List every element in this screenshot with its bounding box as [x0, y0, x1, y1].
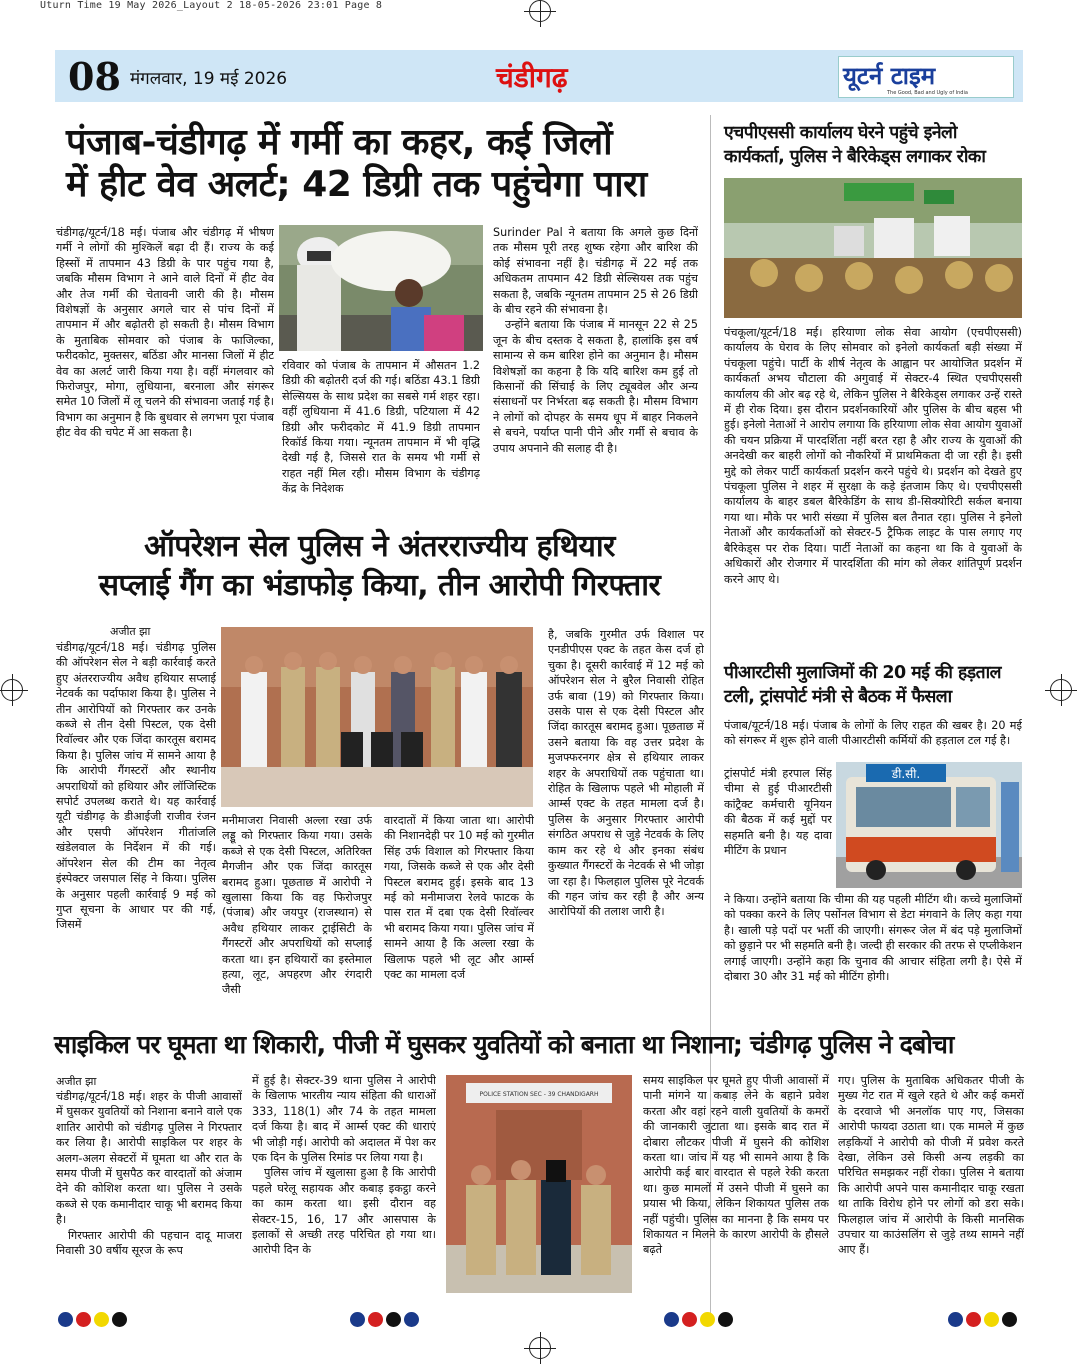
section-title: चंडीगढ़ [496, 61, 568, 94]
headline-heat-wave [66, 122, 706, 207]
issue-date: मंगलवार, 19 मई 2026 [130, 69, 288, 89]
paragraph: पुलिस जांच में खुलासा हुआ है कि आरोपी पहले घरेलू सहायक और कबाड़ इकट्ठा करने का काम करता था। इसी दौरान वह सेक्टर-15, 16, 17 और आसपास के इलाकों से अच्छी तरह परिचित हो गया था। आरोपी दिन के [252, 1166, 436, 1257]
paragraph: समय साइकिल पर घूमते हुए पीजी आवासों में पानी मांगने या कबाड़ लेने के बहाने प्रवेश करता और वहां रहने वाली युवतियों के कमरों की जानकारी जुटाता था। इसके बाद रात में दोबारा लौटकर पीजी में घुसने की कोशिश करता था। जांच में यह भी सामने आया है कि आरोपी कई बार वारदात से पहले रेकी करता था। कुछ मामलों में उसने पीजी में घुसने का प्रयास भी किया, लेकिन शिकायत पुलिस तक नहीं पहुंची। पुलिस का मानना है कि समय पर शिकायत न मिलने के कारण आरोपी के हौसले बढ़ते [643, 1074, 829, 1257]
headline-line-2: में हीट वेव अलर्ट; 42 डिग्री तक पहुंचेगा पारा [66, 164, 647, 206]
paragraph: में हुई है। सेक्टर-39 थाना पुलिस ने आरोपी के खिलाफ भारतीय न्याय संहिता की धाराओं 333, 118(1) और 74 के तहत मामला दर्ज किया है। बाद में आर्म्स एक्ट की धाराएं भी जोड़ी गई। आरोपी को अदालत में पेश कर एक दिन के पुलिस रिमांड पर लिया गया है। [252, 1074, 436, 1165]
photo-prtc-bus [836, 762, 1022, 888]
paragraph: गिरफ्तार आरोपी की पहचान दादू माजरा निवासी 30 वर्षीय सूरज के रूप [56, 1228, 242, 1258]
color-bar-mid-right [664, 1312, 736, 1328]
color-dot [1002, 1312, 1017, 1327]
byline: अजीत झा [110, 625, 151, 638]
headline-line-1: पंजाब-चंडीगढ़ में गर्मी का कहर, कई जिलों [66, 122, 613, 163]
color-dot [112, 1312, 127, 1327]
headline-line-2: सप्लाई गैंग का भंडाफोड़ किया, तीन आरोपी गिरफ्तार [98, 568, 661, 603]
arms-article-col-4 [548, 627, 704, 1022]
arms-article-col-1 [56, 640, 216, 1020]
paragraph: ने किया। उन्होंने बताया कि चीमा की यह पहली मीटिंग थी। कच्चे मुलाजिमों को पक्का करने के लिए पर्सोनल विभाग से डेटा मंगवाने के लिए कहा गया है। खाली पड़े पदों पर भर्ती की जाएगी। संगरूर जेल में बंद पड़े मुलाजिमों को छुड़ाने पर भी सहमति बनी है। जल्दी ही सरकार की तरफ से एप्लीकेशन लगाई जाएगी। उन्होंने कहा कि चुनाव की आचार संहिता लगी है। ऐसे में दोबारा 30 और 31 मई को मीटिंग होगी। [724, 893, 1022, 984]
photo-inld-protest [724, 178, 1022, 318]
color-dot [948, 1312, 963, 1327]
headline-line-1: पीआरटीसी मुलाजिमों की 20 मई की हड़ताल [724, 663, 1002, 683]
paragraph: है, जबकि गुरमीत उर्फ विशाल पर एनडीपीएस एक्ट के तहत केस दर्ज हो चुका है। दूसरी कार्रवाई में 12 मई को ऑपरेशन सेल ने बुरैल निवासी रोहित उर्फ बावा (19) को गिरफ्तार किया। उसके पास से एक देसी पिस्टल और जिंदा कारतूस बरामद हुआ। पूछताछ में उसने बताया कि वह उत्तर प्रदेश के मुजफ्फरनगर क्षेत्र से हथियार लाकर शहर के अपराधियों तक पहुंचाता था। रोहित के खिलाफ पहले भी मोहाली में आर्म्स एक्ट के तहत मामला दर्ज है। पुलिस के अनुसार गिरफ्तार आरोपी संगठित अपराध से जुड़े नेटवर्क के लिए काम कर रहे थे और इनका संबंध कुख्यात गैंगस्टरों के नेटवर्क से भी जोड़ा जा रहा है। फिलहाल पुलिस पूरे नेटवर्क की गहन जांच कर रही है और अन्य आरोपियों की तलाश जारी है। [548, 628, 704, 919]
heat-article-col-2 [282, 358, 480, 508]
logo-text: यूटर्न टाइम [843, 62, 936, 90]
paragraph: गए। पुलिस के मुताबिक अधिकतर पीजी के मुख्य गेट रात में खुले रहते थे और कई कमरों के दरवाजे भी अनलॉक पाए गए, जिसका आरोपी फायदा उठाता था। एक मामले में कुछ लड़कियों ने आरोपी को पीजी में प्रवेश करते देखा, लेकिन उसे किसी अन्य लड़की का परिचित समझकर नहीं रोका। पुलिस ने बताया कि आरोपी अपने पास कमानीदार चाकू रखता था ताकि विरोध होने पर लोगों को डरा सके। फिलहाल जांच में आरोपी के किसी मानसिक उपचार या काउंसलिंग से जुड़े तथ्य सामने नहीं आए हैं। [838, 1074, 1024, 1257]
registration-mark-top [529, 0, 551, 22]
headline-pg-predator: साइकिल पर घूमता था शिकारी, पीजी में घुसकर युवतियों को बनाता था निशाना; चंडीगढ़ पुलिस ने दबोचा [54, 1030, 954, 1059]
paragraph: मनीमाजरा निवासी अल्ला रखा उर्फ लड्डू को गिरफ्तार किया गया। उसके कब्जे से एक देसी पिस्टल, अतिरिक्त मैगजीन और एक जिंदा कारतूस बरामद हुआ। पूछताछ में आरोपी ने खुलासा किया कि वह फिरोजपुर (पंजाब) और जयपुर (राजस्थान) से अवैध हथियार लाकर ट्राईसिटी के गैंगस्टरों और अपराधियों को सप्लाई करता था। इन हथियारों का इस्तेमाल हत्या, लूट, अपहरण और रंगदारी जैसी [222, 814, 372, 997]
color-dot [58, 1312, 73, 1327]
headline-line-2: कार्यकर्ता, पुलिस ने बैरिकेड्स लगाकर रोका [724, 146, 986, 167]
paragraph: चंडीगढ़/यूटर्न/18 मई। शहर के पीजी आवासों में घुसकर युवतियों को निशाना बनाने वाले एक शातिर आरोपी को चंडीगढ़ पुलिस ने गिरफ्तार कर लिया है। आरोपी साइकिल पर शहर के अलग-अलग सेक्टरों में घूमता था और रात के समय पीजी में घुसपैठ कर वारदातों को अंजाम देने की कोशिश करता था। पुलिस ने उसके कब्जे से एक कमानीदार चाकू भी बरामद किया है। [56, 1090, 242, 1227]
color-dot [368, 1312, 383, 1327]
color-dot [984, 1312, 999, 1327]
arms-article-col-3 [384, 813, 534, 1023]
prtc-rest [724, 892, 1022, 1012]
color-dot [966, 1312, 981, 1327]
police-station-sign: POLICE STATION SEC - 39 CHANDIGARH [479, 1091, 599, 1098]
paragraph: रविवार को पंजाब के तापमान में औसतन 1.2 डिग्री की बढ़ोतरी दर्ज की गई। बठिंडा 43.1 डिग्री सेल्सियस के साथ प्रदेश का सबसे गर्म शहर रहा। वहीं लुधियाना में 41.6 डिग्री, पटियाला में 42 डिग्री और फरीदकोट में 41.9 डिग्री तापमान रिकॉर्ड किया गया। न्यूनतम तापमान में भी वृद्धि देखी गई है, जिससे रात के समय भी गर्मी से राहत नहीं मिल रही। मौसम विभाग के चंडीगढ़ केंद्र के निदेशक [282, 359, 480, 496]
paragraph: वारदातों में किया जाता था। आरोपी की निशानदेही पर 10 मई को गुरमीत सिंह उर्फ विशाल को गिरफ्तार किया गया, जिसके कब्जे से एक और देसी पिस्टल बरामद हुई। इसके बाद 13 मई को मनीमाजरा रेलवे फाटक के पास रात में दबा एक देसी रिवॉल्वर भी बरामद किया गया। पुलिस जांच में सामने आया है कि अल्ला रखा के खिलाफ पहले भी लूट और आर्म्स एक्ट का मामला दर्ज [384, 814, 534, 982]
headline-prtc-strike [724, 662, 1024, 709]
color-dot [94, 1312, 109, 1327]
paragraph: पंजाब/यूटर्न/18 मई। पंजाब के लोगों के लिए राहत की खबर है। 20 मई को संगरूर में शुरू होने वाली पीआरटीसी कर्मियों की हड़ताल टल गई है। [724, 719, 1022, 748]
color-dot [350, 1312, 365, 1327]
pg-article-col-3 [643, 1073, 829, 1301]
inld-article-body [724, 325, 1022, 650]
color-dot [404, 1312, 419, 1327]
photo-women-in-heat [279, 225, 483, 351]
paragraph: ट्रांसपोर्ट मंत्री हरपाल सिंह चीमा से हुई पीआरटीसी कांट्रैक्ट कर्मचारी यूनियन की बैठक में कई मुद्दों पर सहमति बनी है। यह दावा मीटिंग के प्रधान [724, 767, 832, 858]
byline: अजीत झा [56, 1075, 97, 1088]
color-bar-right [948, 1312, 1020, 1328]
color-dot [700, 1312, 715, 1327]
color-dot [664, 1312, 679, 1327]
photo-arrested-accused [446, 1075, 632, 1293]
masthead-logo [838, 56, 1014, 98]
headline-inld-protest [724, 122, 1024, 169]
paragraph: पंचकूला/यूटर्न/18 मई। हरियाणा लोक सेवा आयोग (एचपीएससी) कार्यालय के घेराव के लिए सोमवार को इनेलो कार्यकर्ता बड़ी संख्या में पंचकूला पहुंचे। पार्टी के शीर्ष नेतृत्व के आह्वान पर आयोजित प्रदर्शन में कार्यकर्ता अभय चौटाला की अगुवाई में सेक्टर-4 स्थित एचपीएससी कार्यालय की ओर बढ़ रहे थे, लेकिन पुलिस ने बैरिकेड्स लगाकर उन्हें रास्ते में ही रोक दिया। इस दौरान प्रदर्शनकारियों और पुलिस के बीच बहस भी हुई। इनेलो नेताओं ने आरोप लगाया कि हरियाणा लोक सेवा आयोग युवाओं की चयन प्रक्रिया में पारदर्शिता नहीं बरत रहा है और राज्य के युवाओं की अनदेखी कर बाहरी लोगों को नौकरियों में प्राथमिकता दी जा रही है। इसी मुद्दे को लेकर पार्टी कार्यकर्ता प्रदर्शन करने पहुंचे थे। प्रदर्शन को देखते हुए पंचकूला पुलिस ने शहर में सुरक्षा के कड़े इंतजाम किए थे। एचपीएससी कार्यालय के बाहर डबल बैरिकेडिंग के साथ डी-सिक्योरिटी सर्कल बनाया गया था। मौके पर भारी संख्या में पुलिस बल तैनात रहा। पुलिस ने इनेलो नेताओं और कार्यकर्ताओं को सेक्टर-5 ट्रैफिक लाइट के पास लगाए गए बैरिकेड्स पर रोक दिया। पार्टी नेताओं का कहना था कि वे युवाओं के अधिकारों और रोजगार में पारदर्शिता की मांग को लेकर शांतिपूर्ण प्रदर्शन करने आए थे। [724, 326, 1022, 586]
headline-line-1: एचपीएससी कार्यालय घेरने पहुंचे इनेलो [724, 123, 957, 143]
color-dot [718, 1312, 733, 1327]
heat-article-col-3 [493, 225, 698, 510]
headline-line-2: टली, ट्रांसपोर्ट मंत्री से बैठक में फैसला [724, 686, 952, 707]
pg-article-col-2 [252, 1073, 436, 1301]
headline-arms-gang [52, 527, 707, 605]
bus-destination-board: डी.सी. [891, 767, 921, 781]
color-bar-left [58, 1312, 130, 1328]
photo-police-with-accused [221, 627, 533, 807]
registration-mark-bottom [529, 1337, 551, 1359]
heat-article-col-1 [56, 225, 274, 510]
registration-mark-left [1, 679, 23, 701]
paragraph: चंडीगढ़/यूटर्न/18 मई। पंजाब और चंडीगढ़ में भीषण गर्मी ने लोगों की मुश्किलें बढ़ा दी हैं। राज्य के कई हिस्सों में तापमान 43 डिग्री के पार पहुंच गया है, जबकि मौसम विभाग ने आने वाले दिनों में हीट वेव और तेज गर्मी की चेतावनी जारी की है। मौसम विशेषज्ञों के अनुसार अगले चार से पांच दिनों में तापमान में और बढ़ोतरी हो सकती है। मौसम विभाग के मुताबिक सोमवार को पंजाब के फाजिल्का, फरीदकोट, मुक्तसर, बठिंडा और मानसा जिलों में हीट वेव का अलर्ट जारी किया गया है। वहीं मंगलवार को फिरोजपुर, मोगा, लुधियाना, बरनाला और संगरूर समेत 10 जिलों में लू चलने की संभावना जताई गई है। विभाग का अनुमान है कि बुधवार से लगभग पूरा पंजाब हीट वेव की चपेट में आ सकता है। [56, 226, 274, 440]
color-dot [386, 1312, 401, 1327]
print-slug: Uturn Time 19 May 2026_Layout 2 18-05-2026 23:01 Page 8 [40, 0, 383, 11]
color-dot [682, 1312, 697, 1327]
pg-article-col-1 [56, 1089, 242, 1301]
pg-article-col-4 [838, 1073, 1024, 1301]
logo-tagline: The Good, Bad and Ugly of India [887, 90, 968, 96]
color-dot [76, 1312, 91, 1327]
color-bar-mid-left [350, 1312, 422, 1328]
headline-line-1: ऑपरेशन सेल पुलिस ने अंतरराज्यीय हथियार [144, 529, 615, 564]
prtc-wrap-text [724, 766, 832, 892]
paragraph: उन्होंने बताया कि पंजाब में मानसून 22 से 25 जून के बीच दस्तक दे सकता है, हालांकि इस वर्ष सामान्य से कम बारिश होने का अनुमान है। मौसम विशेषज्ञों का कहना है कि यदि बारिश कम हुई तो किसानों की सिंचाई के लिए ट्यूबवेल और अन्य संसाधनों पर निर्भरता बढ़ सकती है। मौसम विभाग ने लोगों को दोपहर के समय धूप में बाहर निकलने से बचने, पर्याप्त पानी पीने और गर्मी से बचाव के उपाय अपनाने की सलाह दी है। [493, 318, 698, 455]
prtc-lead [724, 718, 1022, 764]
arms-article-col-2 [222, 813, 372, 1023]
paragraph: Surinder Pal ने बताया कि अगले कुछ दिनों तक मौसम पूरी तरह शुष्क रहेगा और बारिश की कोई संभावना नहीं है। चंडीगढ़ में 22 मई तक अधिकतम तापमान 42 डिग्री सेल्सियस तक पहुंच सकता है, जबकि न्यूनतम तापमान 25 से 26 डिग्री के बीच रहने की संभावना है। [493, 226, 698, 317]
paragraph: चंडीगढ़/यूटर्न/18 मई। चंडीगढ़ पुलिस की ऑपरेशन सेल ने बड़ी कार्रवाई करते हुए अंतरराज्यीय अवैध हथियार सप्लाई नेटवर्क का पर्दाफाश किया है। पुलिस ने तीन आरोपियों को गिरफ्तार कर उनके कब्जे से तीन देसी पिस्टल, एक देसी रिवॉल्वर और एक जिंदा कारतूस बरामद किया है। पुलिस जांच में सामने आया है कि आरोपी गैंगस्टरों और स्थानीय अपराधियों को हथियार और लॉजिस्टिक सपोर्ट उपलब्ध कराते थे। यह कार्रवाई यूटी चंडीगढ़ के डीआईजी राजीव रंजन और एसपी ऑपरेशन गीतांजलि खंडेलवाल के निर्देशन में की गई। ऑपरेशन सेल की टीम का नेतृत्व इंस्पेक्टर जसपाल सिंह ने किया। पुलिस के अनुसार पहली कार्रवाई 9 मई को गुप्त सूचना के आधार पर की गई, जिसमें [56, 641, 216, 932]
registration-mark-right [1050, 679, 1072, 701]
page-number: 08 [68, 54, 121, 99]
